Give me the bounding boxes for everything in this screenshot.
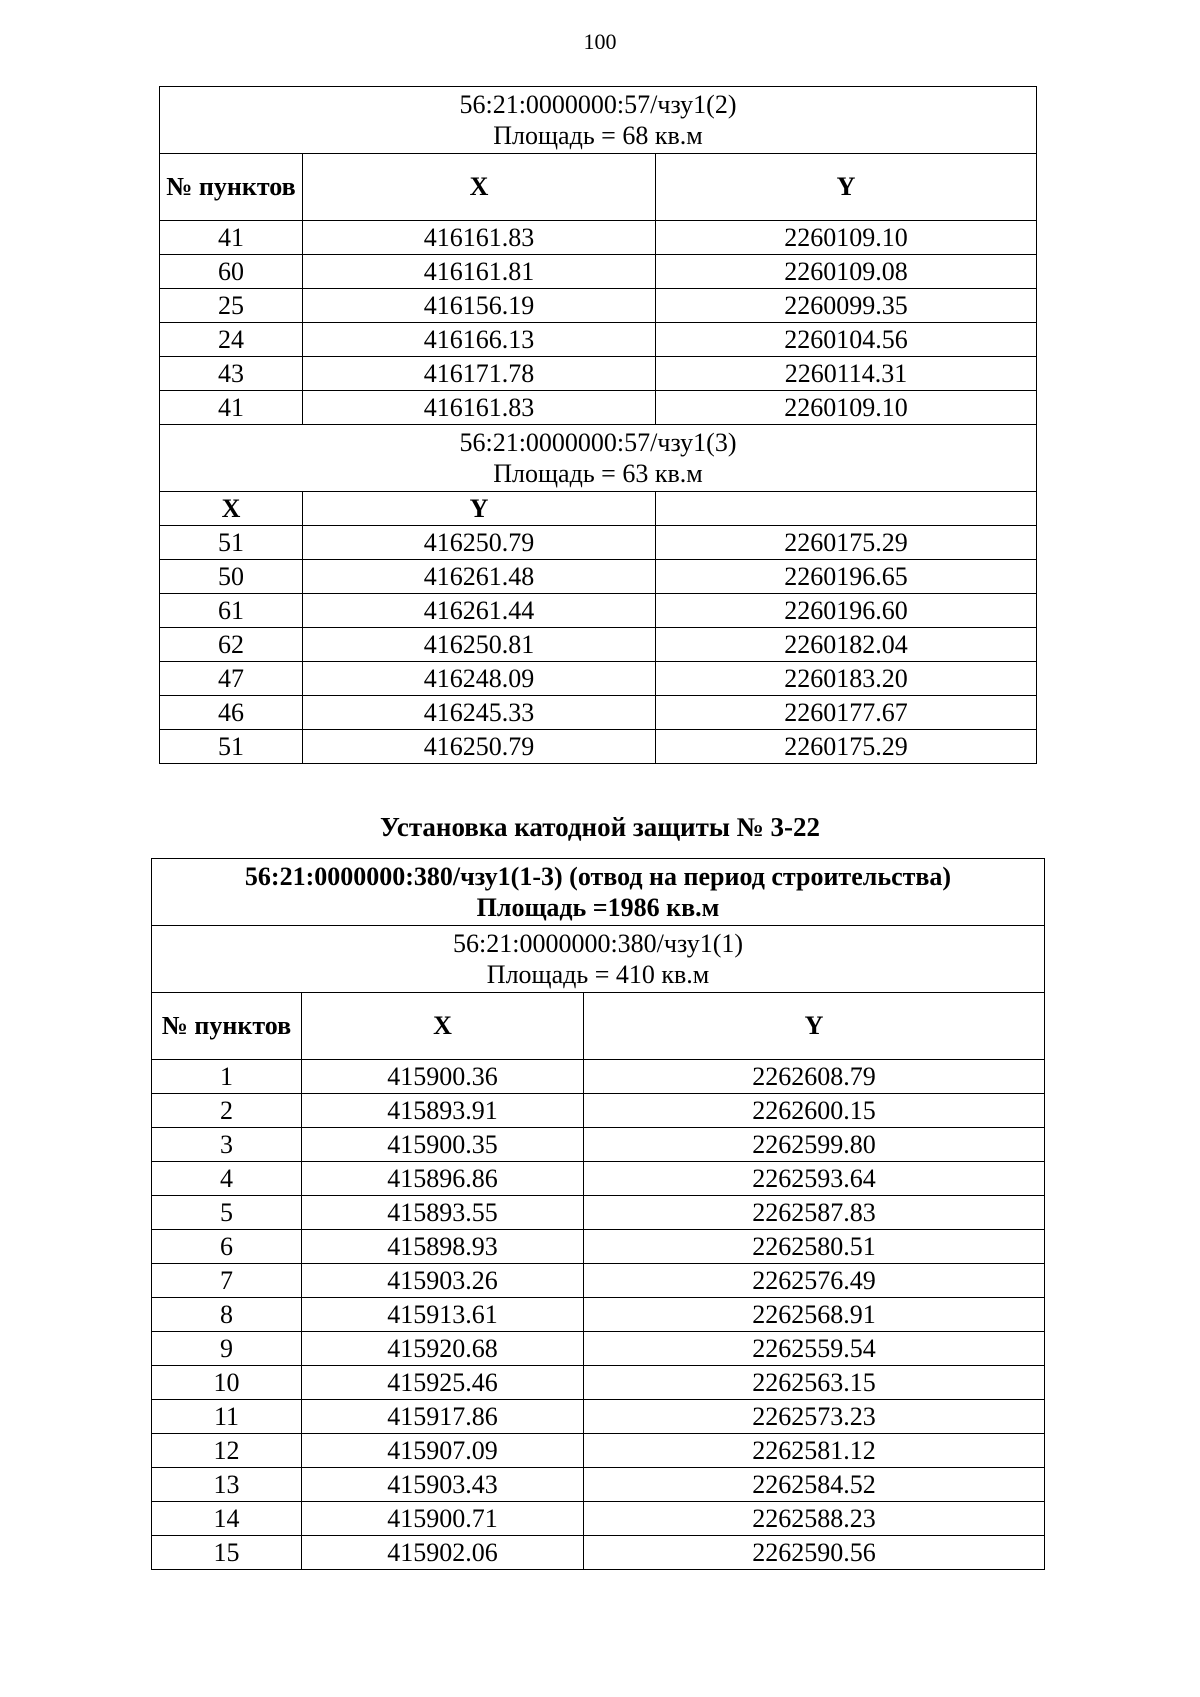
point-number-cell: 51 — [160, 730, 303, 764]
y-coordinate-cell: 2260109.10 — [656, 221, 1037, 255]
table-row — [152, 1230, 1045, 1264]
x-coordinate-cell: 415913.61 — [302, 1298, 584, 1332]
table-row — [160, 560, 1037, 594]
column-header-row — [160, 492, 1037, 526]
table-row — [152, 1536, 1045, 1570]
point-number-cell: 11 — [152, 1400, 302, 1434]
sub-plot-id: 56:21:0000000:380/чзу1(1) — [453, 929, 744, 958]
point-number-cell: 47 — [160, 662, 303, 696]
point-number-cell: 62 — [160, 628, 303, 662]
column-header-x: X — [302, 993, 584, 1060]
table-row — [160, 730, 1037, 764]
table-row — [152, 1264, 1045, 1298]
point-number-cell: 8 — [152, 1298, 302, 1332]
column-header-x: X — [160, 492, 303, 526]
y-coordinate-cell: 2260196.60 — [656, 594, 1037, 628]
x-coordinate-cell: 415900.35 — [302, 1128, 584, 1162]
y-coordinate-cell: 2260182.04 — [656, 628, 1037, 662]
point-number-cell: 5 — [152, 1196, 302, 1230]
table-row — [160, 662, 1037, 696]
plot-header — [160, 425, 1037, 492]
x-coordinate-cell: 416250.79 — [303, 526, 656, 560]
point-number-cell: 60 — [160, 255, 303, 289]
table-header-row — [152, 859, 1045, 926]
main-plot-area: Площадь =1986 кв.м — [476, 893, 720, 922]
column-header-y: Y — [656, 154, 1037, 221]
point-number-cell: 4 — [152, 1162, 302, 1196]
x-coordinate-cell: 415917.86 — [302, 1400, 584, 1434]
column-header-row — [152, 993, 1045, 1060]
x-coordinate-cell: 416261.48 — [303, 560, 656, 594]
plot-id: 56:21:0000000:57/чзу1(3) — [459, 428, 737, 457]
point-number-cell: 15 — [152, 1536, 302, 1570]
y-coordinate-cell: 2260109.10 — [656, 391, 1037, 425]
x-coordinate-cell: 416250.81 — [303, 628, 656, 662]
y-coordinate-cell: 2262563.15 — [584, 1366, 1045, 1400]
point-number-cell: 1 — [152, 1060, 302, 1094]
point-number-cell: 6 — [152, 1230, 302, 1264]
y-coordinate-cell: 2260177.67 — [656, 696, 1037, 730]
point-number-cell: 46 — [160, 696, 303, 730]
column-header-row — [160, 154, 1037, 221]
x-coordinate-cell: 415920.68 — [302, 1332, 584, 1366]
plot-area: Площадь = 68 кв.м — [493, 121, 703, 150]
y-coordinate-cell: 2260114.31 — [656, 357, 1037, 391]
x-coordinate-cell: 416161.83 — [303, 221, 656, 255]
x-coordinate-cell: 416161.81 — [303, 255, 656, 289]
point-number-cell: 41 — [160, 221, 303, 255]
table-row — [152, 1128, 1045, 1162]
table-row — [160, 696, 1037, 730]
x-coordinate-cell: 416161.83 — [303, 391, 656, 425]
y-coordinate-cell: 2262593.64 — [584, 1162, 1045, 1196]
y-coordinate-cell: 2262599.80 — [584, 1128, 1045, 1162]
section-heading: Установка катодной защиты № 3-22 — [379, 812, 821, 842]
table-row — [160, 628, 1037, 662]
table-row — [160, 323, 1037, 357]
table-row — [152, 1162, 1045, 1196]
column-header-number: № пунктов — [152, 993, 302, 1060]
sub-header-row — [152, 926, 1045, 993]
sub-plot-header — [152, 926, 1045, 993]
y-coordinate-cell: 2260175.29 — [656, 526, 1037, 560]
plot-header — [160, 87, 1037, 154]
x-coordinate-cell: 416171.78 — [303, 357, 656, 391]
x-coordinate-cell: 415925.46 — [302, 1366, 584, 1400]
x-coordinate-cell: 415903.26 — [302, 1264, 584, 1298]
x-coordinate-cell: 415893.55 — [302, 1196, 584, 1230]
table-header-row — [160, 87, 1037, 154]
table-row — [160, 289, 1037, 323]
column-header-empty — [656, 492, 1037, 526]
table-row — [152, 1434, 1045, 1468]
y-coordinate-cell: 2262590.56 — [584, 1536, 1045, 1570]
table-row — [152, 1298, 1045, 1332]
plot-id: 56:21:0000000:57/чзу1(2) — [459, 90, 737, 119]
point-number-cell: 25 — [160, 289, 303, 323]
y-coordinate-cell: 2262581.12 — [584, 1434, 1045, 1468]
x-coordinate-cell: 416250.79 — [303, 730, 656, 764]
x-coordinate-cell: 416156.19 — [303, 289, 656, 323]
coordinates-table-57 — [159, 86, 1037, 764]
x-coordinate-cell: 416245.33 — [303, 696, 656, 730]
plot-area: Площадь = 63 кв.м — [493, 459, 703, 488]
column-header-y: Y — [584, 993, 1045, 1060]
table-row — [160, 594, 1037, 628]
y-coordinate-cell: 2262559.54 — [584, 1332, 1045, 1366]
y-coordinate-cell: 2260104.56 — [656, 323, 1037, 357]
main-plot-id: 56:21:0000000:380/чзу1(1-3) (отвод на период строительства) — [244, 862, 952, 891]
x-coordinate-cell: 415896.86 — [302, 1162, 584, 1196]
x-coordinate-cell: 416261.44 — [303, 594, 656, 628]
table-row — [152, 1502, 1045, 1536]
x-coordinate-cell: 415903.43 — [302, 1468, 584, 1502]
coordinates-table-380 — [151, 858, 1045, 1570]
point-number-cell: 24 — [160, 323, 303, 357]
y-coordinate-cell: 2262608.79 — [584, 1060, 1045, 1094]
x-coordinate-cell: 415907.09 — [302, 1434, 584, 1468]
point-number-cell: 41 — [160, 391, 303, 425]
point-number-cell: 13 — [152, 1468, 302, 1502]
point-number-cell: 50 — [160, 560, 303, 594]
table-row — [152, 1366, 1045, 1400]
y-coordinate-cell: 2262576.49 — [584, 1264, 1045, 1298]
x-coordinate-cell: 416166.13 — [303, 323, 656, 357]
x-coordinate-cell: 416248.09 — [303, 662, 656, 696]
sub-plot-area: Площадь = 410 кв.м — [486, 960, 710, 989]
y-coordinate-cell: 2262573.23 — [584, 1400, 1045, 1434]
x-coordinate-cell: 415902.06 — [302, 1536, 584, 1570]
point-number-cell: 61 — [160, 594, 303, 628]
table-row — [160, 255, 1037, 289]
y-coordinate-cell: 2262584.52 — [584, 1468, 1045, 1502]
table-row — [160, 526, 1037, 560]
y-coordinate-cell: 2260109.08 — [656, 255, 1037, 289]
point-number-cell: 7 — [152, 1264, 302, 1298]
table-row — [160, 221, 1037, 255]
y-coordinate-cell: 2262568.91 — [584, 1298, 1045, 1332]
table-row — [160, 357, 1037, 391]
page-number: 100 — [583, 29, 617, 54]
x-coordinate-cell: 415893.91 — [302, 1094, 584, 1128]
y-coordinate-cell: 2260099.35 — [656, 289, 1037, 323]
y-coordinate-cell: 2262580.51 — [584, 1230, 1045, 1264]
table-row — [152, 1060, 1045, 1094]
table-row — [152, 1400, 1045, 1434]
column-header-y: Y — [303, 492, 656, 526]
point-number-cell: 14 — [152, 1502, 302, 1536]
table-row — [152, 1094, 1045, 1128]
table-row — [152, 1196, 1045, 1230]
point-number-cell: 2 — [152, 1094, 302, 1128]
table-row — [152, 1332, 1045, 1366]
x-coordinate-cell: 415900.71 — [302, 1502, 584, 1536]
point-number-cell: 10 — [152, 1366, 302, 1400]
y-coordinate-cell: 2262600.15 — [584, 1094, 1045, 1128]
point-number-cell: 9 — [152, 1332, 302, 1366]
table-row — [160, 391, 1037, 425]
table-header-row — [160, 425, 1037, 492]
table-row — [152, 1468, 1045, 1502]
y-coordinate-cell: 2262587.83 — [584, 1196, 1045, 1230]
point-number-cell: 3 — [152, 1128, 302, 1162]
x-coordinate-cell: 415900.36 — [302, 1060, 584, 1094]
point-number-cell: 43 — [160, 357, 303, 391]
y-coordinate-cell: 2260196.65 — [656, 560, 1037, 594]
point-number-cell: 51 — [160, 526, 303, 560]
main-plot-header — [152, 859, 1045, 926]
x-coordinate-cell: 415898.93 — [302, 1230, 584, 1264]
point-number-cell: 12 — [152, 1434, 302, 1468]
y-coordinate-cell: 2260175.29 — [656, 730, 1037, 764]
y-coordinate-cell: 2260183.20 — [656, 662, 1037, 696]
y-coordinate-cell: 2262588.23 — [584, 1502, 1045, 1536]
column-header-x: X — [303, 154, 656, 221]
column-header-number: № пунктов — [160, 154, 303, 221]
